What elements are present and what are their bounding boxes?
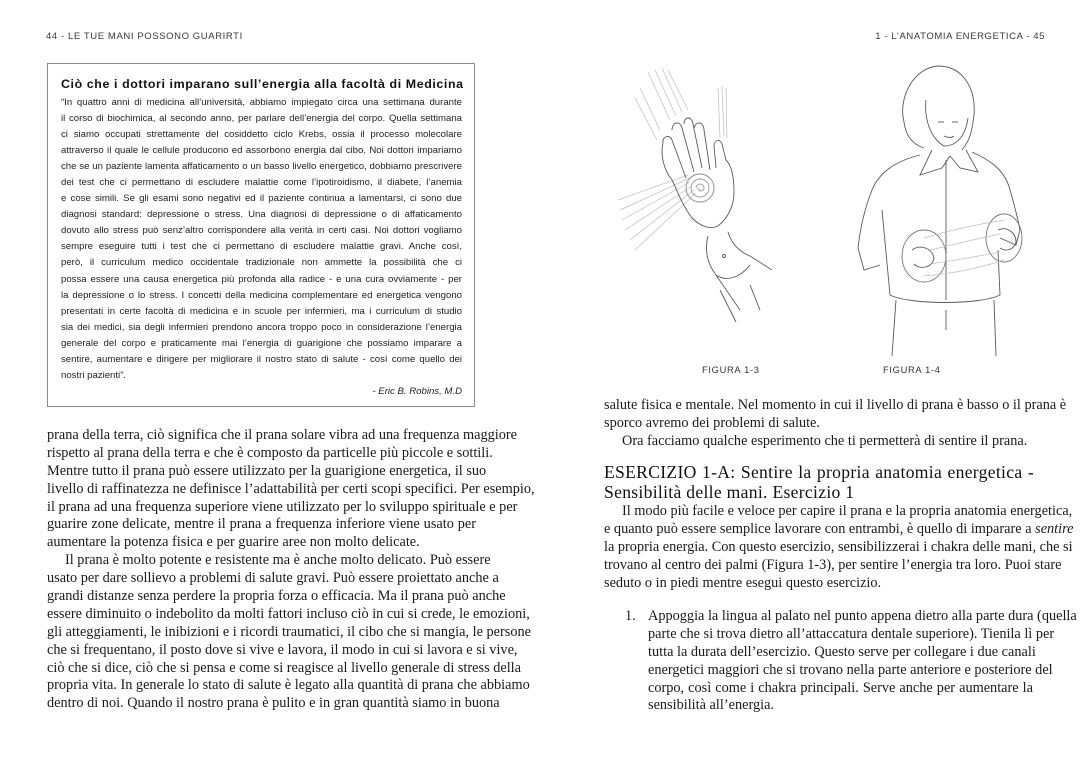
running-head-left: 44 - LE TUE MANI POSSONO GUARIRTI [46,31,243,42]
body-line: aumentare la potenza fisica e per guarire aree non molto delicate. [47,534,420,551]
quote-line: dei test che ci permettano di escludere malattie come l’ipotiroidismo, il diabete, l’anemia [61,177,462,189]
step-line: corpo, così come i chakra principali. Serve anche per aumentare la [648,679,1033,696]
sidebar-title: Ciò che i dottori imparano sull’energia alla facoltà di Medicina [61,77,464,91]
step-line: sensibilità all’energia. [648,697,774,714]
quote-line: sia dei medici, sia degli infermieri prendono ancora troppo poco in considerazione l’energia [61,321,462,333]
body-line: Mentre tutto il prana può essere utilizzato per la guarigione energetica, il suo [47,462,487,479]
body-line: usato per dare sollievo a problemi di salute gravi. Può essere proiettato anche a [47,570,499,587]
quote-line: diagnosi standard: depressione o stress. Una diagnosi di depressione o di affaticamento [61,209,462,221]
exercise-intro [604,503,1074,592]
quote-line: però, il curriculum medico occidentale tradizionale non ammette la possibilità che ci [61,257,462,269]
figure-1-3-caption: FIGURA 1-3 [702,365,760,375]
body-line: Il modo più facile e veloce per capire il prana e la propria anatomia energetica, [622,503,1073,519]
body-line: Il prana è molto potente e resistente ma è anche molto delicato. Può essere [65,552,491,569]
running-head-right: 1 - L’ANATOMIA ENERGETICA - 45 [875,31,1045,42]
sidebar-quote-box [47,63,475,407]
hand-palm-chakra-illustration-icon [600,60,800,360]
body-line: guarire zone delicate, mentre il prana a frequenza inferiore viene usato per [47,516,476,533]
quote-line: dovuto allo stress può senz’altro corrispondere alla verità in certi casi. Noi dottori vogliamo [61,225,462,237]
quote-line: presentati in certe facoltà di medicina e in scuole per infermieri, ma i curriculum di studio [61,305,462,317]
body-line: sporco avremo dei problemi di salute. [604,414,820,431]
body-line: Ora facciamo qualche esperimento che ti permetterà di sentire il prana. [622,432,1028,449]
right-body-text [604,397,1067,451]
quote-line: attraverso il quale le cellule producono ed assorbono energia dal cibo. Noi dottori impariamo [61,145,462,157]
body-line: gli atteggiamenti, le inibizioni e i ricordi traumatici, il cibo che si mangia, le persone [47,623,531,640]
quote-line: il corso di biochimica, al secondo anno, per parlare dell’energia del corpo. Quella settimana [61,113,462,125]
step-number: 1. [625,608,636,624]
step-line: parte che si trova dietro all’attaccatura dentale superiore). Tienila lì per [648,625,1055,642]
intro-text: e quanto può essere semplice lavorare con entrambi, è quello di imparare a [604,520,1036,537]
exercise-heading-line: Sensibilità delle mani. Esercizio 1 [604,482,855,502]
quote-line: generale del corpo e praticamente mai l’energia di guarigione che possiamo imparare a [61,337,462,349]
body-line: che si frequentano, il posto dove si vive e lavora, il modo in cui si lavora e si vive, [47,641,518,658]
body-line: salute fisica e mentale. Nel momento in cui il livello di prana è basso o il prana è [604,397,1067,413]
body-line: il prana ad una frequenza superiore viene utilizzato per lo sviluppo spirituale e per [47,498,518,515]
quote-line: e cose simili. Se gli esami sono negativi ed il paziente continua a lamentarsi, ci sono due [61,193,462,205]
left-body-text [47,427,535,713]
quote-line: ci siamo occupati strettamente del cosiddetto ciclo Krebs, ossia il processo molecolare [61,129,462,141]
body-line: essere diminuito o indebolito da molti fattori incluso ciò in cui si crede, le emozioni, [47,605,530,622]
quote-line: sentire, aumentare e dirigere per migliorare il nostro stato di salute - così come quello dei [61,353,462,365]
quote-line: che se un paziente lamenta affaticamento o un basso livello energetico, dobbiamo prescrivere [61,161,462,173]
step-line: tutta la durata dell’esercizio. Questo serve per collegare i due canali [648,643,1036,660]
body-line [604,520,1074,539]
figure-1-4 [820,60,1050,356]
body-line: ciò che si dice, ciò che si pensa e come si reagisce al livello generale di stress della [47,659,521,676]
quote-line: “In quattro anni di medicina all’università, abbiamo impiegato circa una settimana durante [61,97,462,108]
emphasis-sentire: sentire [1035,520,1074,537]
body-line: rispetto al prana della terra e che è composto da particelle più piccole e sottili. [47,444,493,461]
body-line: dentro di noi. Quando il nostro prana è pulito e in gran quantità siamo in buona [47,695,500,712]
body-line: propria vita. In generale lo stato di salute è legato alla quantità di prana che abbiamo [47,677,530,694]
right-page [540,0,1080,762]
exercise-heading-line: ESERCIZIO 1-A: Sentire la propria anatomia energetica - [604,462,1034,482]
woman-feeling-energy-illustration-icon [820,60,1050,356]
body-line: grandi distanze senza perdere la propria forza o efficacia. Ma il prana può anche [47,588,506,605]
sidebar-quote-text [61,95,462,384]
body-line: livello di raffinatezza ne definisce l’adattabilità per certi scopi specifici. Per esempio, [47,480,535,497]
body-line: trovano al centro dei palmi (Figura 1-3), per sentire l’energia tra loro. Puoi stare [604,556,1062,573]
quote-line: nostri pazienti”. [61,369,127,381]
figure-1-3 [600,60,800,360]
quote-line: la depressione o lo stress. I concetti della medicina complementare ed energetica vengono [61,289,462,301]
figure-1-4-caption: FIGURA 1-4 [883,365,941,375]
body-line: prana della terra, ciò significa che il prana solare vibra ad una frequenza maggiore [47,427,517,443]
quote-signature: - Eric B. Robins, M.D [372,385,462,397]
exercise-heading [604,462,1034,502]
quote-line: possa essere una causa energetica più profonda alla radice - e una cura ovviamente - per [61,273,462,285]
step-line: Appoggia la lingua al palato nel punto appena dietro alla parte dura (quella [648,608,1077,624]
body-line: seduto o in piedi mentre esegui questo esercizio. [604,574,882,591]
exercise-step-1 [648,608,1077,715]
step-line: energetici maggiori che si trovano nella parte anteriore e posteriore del [648,661,1053,678]
body-line: la propria energia. Con questo esercizio, sensibilizzerai i chakra delle mani, che si [604,538,1073,555]
quote-line: sempre eseguire tutti i test che ci permettano di escludere malattie gravi. Anche così, [61,241,462,253]
